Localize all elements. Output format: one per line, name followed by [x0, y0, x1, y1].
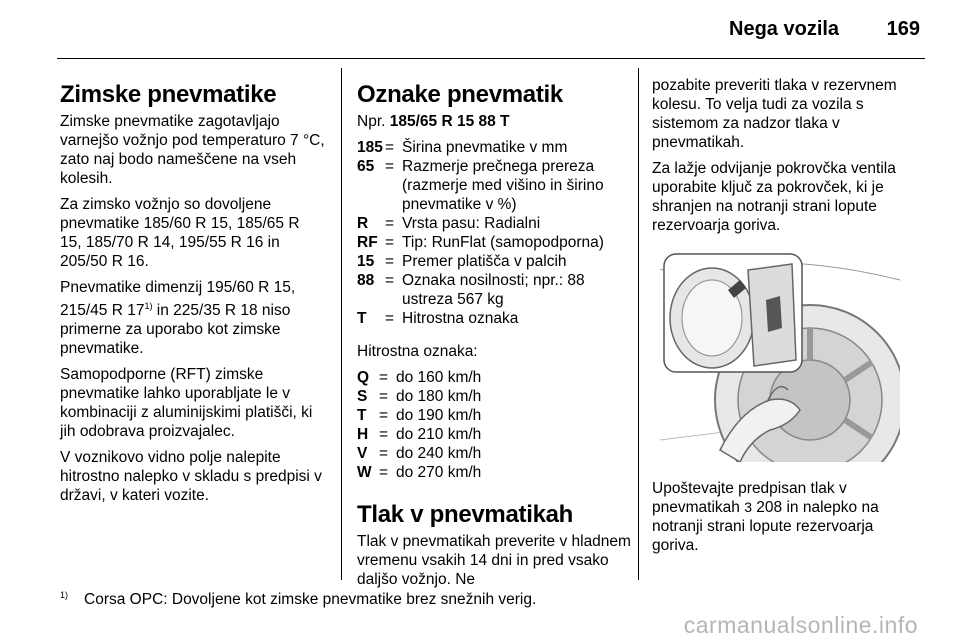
tire-valve-illustration — [660, 250, 900, 462]
list-item: W = do 270 km/h — [357, 464, 482, 481]
heading-tire-pressure: Tlak v pnevmatikah — [357, 501, 574, 528]
paragraph: Za lažje odvijanje pokrovčka ventila uporabite ključ za pokrovček, ki je shranjen na notranji strani lopute rezervoarja goriva. — [652, 160, 896, 234]
list-item: H = do 210 km/h — [357, 426, 482, 443]
list-item: 185 = Širina pnevmatike v mm — [357, 139, 568, 156]
list-item: RF = Tip: RunFlat (samopodporna) — [357, 234, 604, 251]
heading-tire-markings: Oznake pnevmatik — [357, 81, 563, 108]
list-item: T = Hitrostna oznaka — [357, 310, 519, 327]
list-item: Q = do 160 km/h — [357, 369, 482, 386]
example-prefix: Npr. — [357, 113, 390, 130]
column-1 — [60, 80, 325, 512]
speed-list — [357, 368, 632, 482]
column-3 — [652, 76, 922, 562]
page-reference-icon: 3 — [744, 499, 752, 515]
footnote-text: Corsa OPC: Dovoljene kot zimske pnevmatike brez snežnih verig. — [84, 591, 537, 609]
header-rule — [57, 58, 925, 59]
list-item: T = do 190 km/h — [357, 407, 482, 424]
page-header — [729, 18, 920, 41]
example-code: 185/65 R 15 88 T — [389, 113, 510, 130]
list-item: 88 = Oznaka nosilnosti; npr.: 88 ustreza 567 kg — [357, 272, 585, 308]
list-item: R = Vrsta pasu: Radialni — [357, 215, 541, 232]
column-2 — [357, 80, 632, 596]
paragraph — [60, 278, 325, 358]
page-number: 169 — [886, 18, 920, 40]
example-line — [357, 112, 632, 131]
footnote-marker: 1) — [60, 590, 69, 600]
paragraph: Tlak v pnevmatikah preverite v hladnem vremenu vsakih 14 dni in pred vsako daljšo vožnjo. Ne — [357, 533, 631, 588]
text: in 225/35 R 18 niso primerne za uporabo kot zimske pnevmatike. — [60, 302, 291, 358]
text: Upoštevajte predpisan tlak v pnevmatikah — [652, 480, 847, 516]
list-item: 15 = Premer platišča v palcih — [357, 253, 567, 270]
paragraph: Zimske pnevmatike zagotavljajo varnejšo vožnjo pod temperaturo 7 °C, zato naj bodo nameščene na vseh kolesih. — [60, 113, 325, 187]
list-item: S = do 180 km/h — [357, 388, 482, 405]
paragraph: Samopodporne (RFT) zimske pnevmatike lahko uporabljate le v kombinaciji z aluminijskimi platišči, ki jih odobrava proizvajalec. — [60, 366, 313, 441]
list-item: V = do 240 km/h — [357, 445, 482, 462]
text: 208 in nalepko na notranji strani lopute rezervoarja goriva. — [652, 499, 879, 554]
paragraph: Za zimsko vožnjo so dovoljene pnevmatike 185/60 R 15, 185/65 R 15, 185/70 R 14, 195/55 R 16 in 205/50 R 16. — [60, 196, 300, 270]
watermark: carmanualsonline.info — [683, 612, 918, 638]
paragraph: pozabite preveriti tlaka v rezervnem kolesu. To velja tudi za vozila s sistemom za nadzor tlaka v pnevmatikah. — [652, 77, 897, 151]
speed-intro: Hitrostna oznaka: — [357, 343, 478, 360]
paragraph — [652, 479, 922, 555]
footnote-ref: 1) — [144, 301, 153, 311]
footnote — [60, 590, 536, 609]
heading-winter-tires: Zimske pnevmatike — [60, 81, 277, 108]
column-divider-1 — [341, 68, 342, 580]
header-title: Nega vozila — [729, 18, 840, 40]
markings-list — [357, 138, 632, 328]
column-divider-2 — [638, 68, 639, 580]
paragraph: V voznikovo vidno polje nalepite hitrostno nalepko v skladu s predpisi v državi, v kateri vozite. — [60, 449, 322, 505]
list-item: 65 = Razmerje prečnega prereza (razmerje med višino in širino pnevmatike v %) — [357, 158, 604, 213]
text: Pnevmatike dimenzij 195/60 R 15, 215/45 R 17 — [60, 279, 296, 320]
